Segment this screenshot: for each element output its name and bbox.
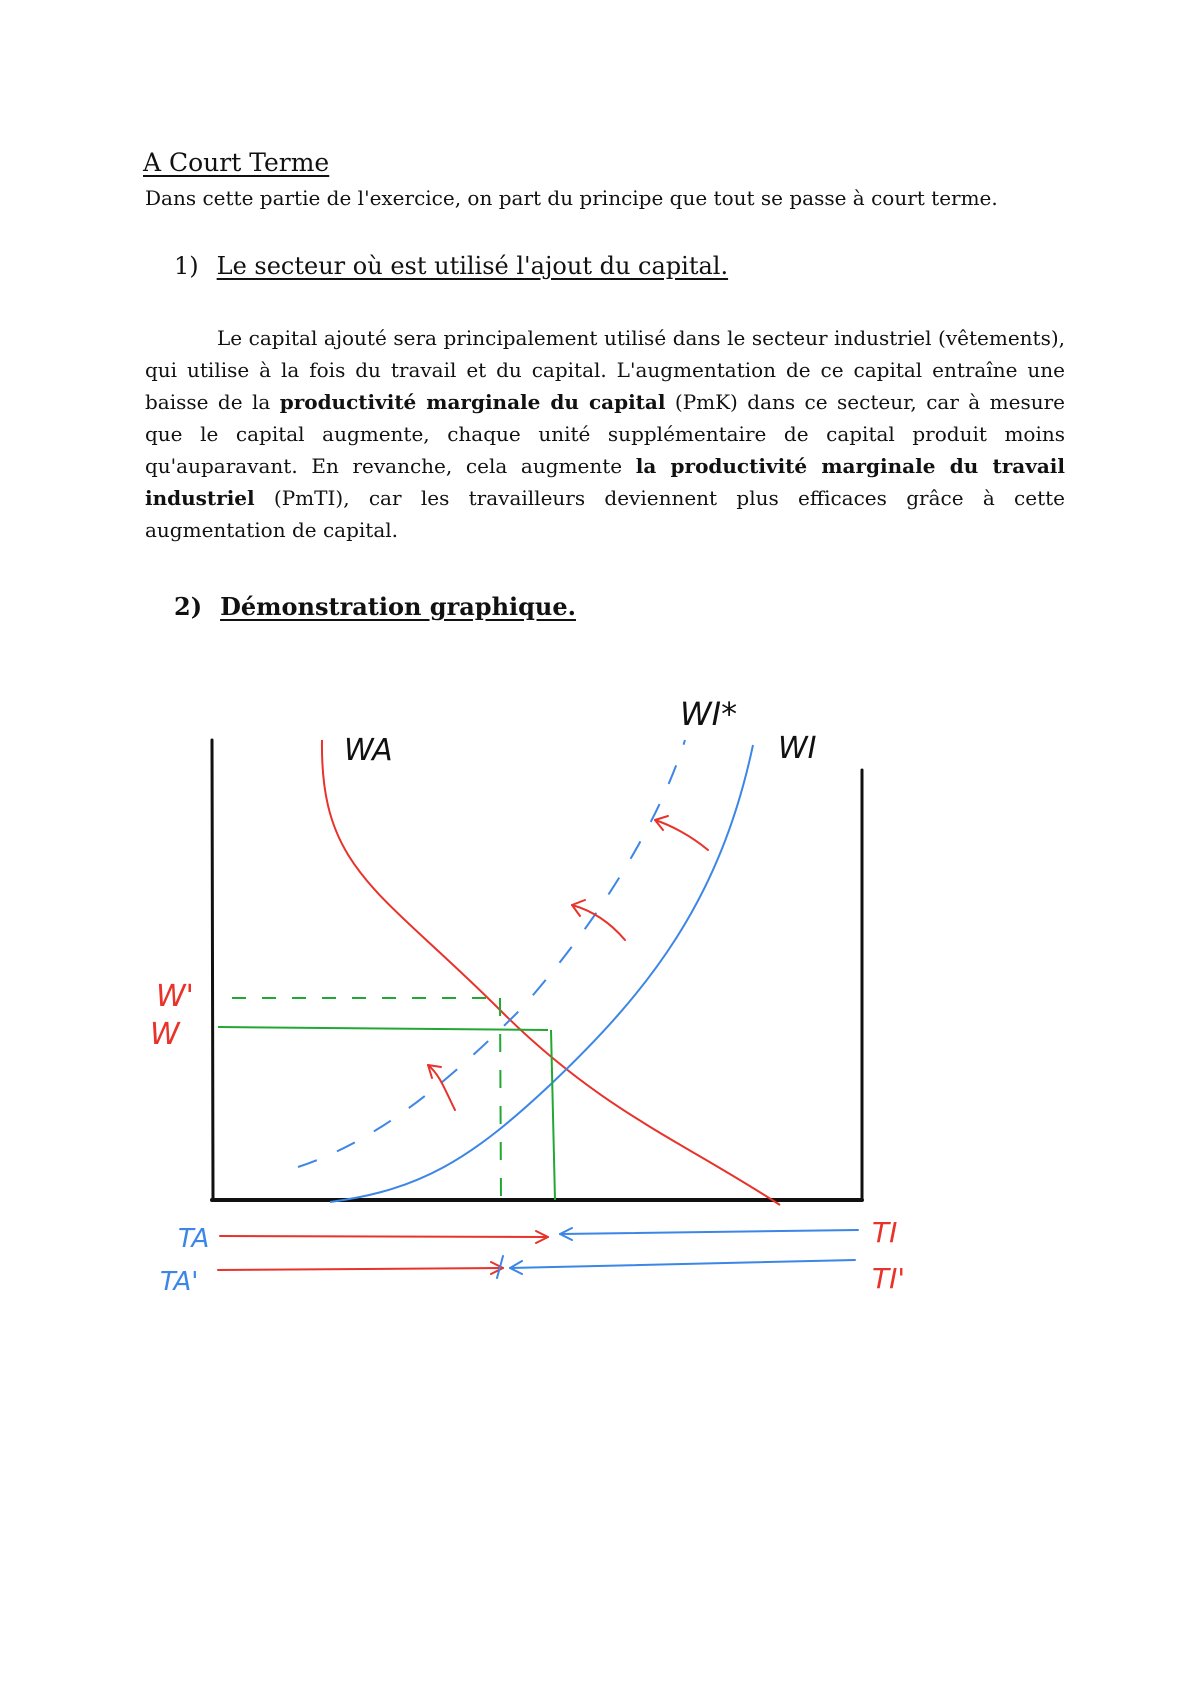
label-ta-prime: TA' xyxy=(160,1267,199,1297)
shift-arrow-3 xyxy=(428,1065,455,1110)
paragraph-part-1: Le capital ajouté sera principalement utilisé dans le secteur industriel (vêtements), qui utilise à la fois du travail et du capital. L'augmentation de ce capital entraîne une baisse de la xyxy=(145,326,1065,414)
label-wi-star: WI* xyxy=(680,695,738,733)
equilibrium-guides xyxy=(218,998,555,1200)
w-line xyxy=(218,1027,548,1030)
question-2-heading xyxy=(174,592,576,621)
allocation-arrows xyxy=(218,1228,858,1278)
ti-arrow xyxy=(560,1230,858,1234)
paragraph-bold-1: productivité marginale du capital xyxy=(279,390,666,414)
diagram-labels xyxy=(150,695,905,1297)
wi-star-curve xyxy=(298,740,685,1167)
left-axis xyxy=(212,740,213,1200)
wi-curve xyxy=(330,745,753,1202)
t-vertical xyxy=(551,1030,555,1200)
intro-text: Dans cette partie de l'exercice, on part du principe que tout se passe à court terme. xyxy=(145,186,998,210)
label-ti: TI xyxy=(872,1216,898,1249)
answer-paragraph xyxy=(145,322,1065,546)
label-ti-prime: TI' xyxy=(872,1262,906,1295)
paragraph-bold-2: la productivité marginale du travail industriel xyxy=(145,454,1065,510)
question-2-number: 2) xyxy=(174,592,203,621)
label-wa: WA xyxy=(344,733,393,768)
question-1-heading xyxy=(174,252,728,280)
ta-arrow xyxy=(220,1236,548,1237)
label-wi: WI xyxy=(778,731,817,766)
label-w-prime: W' xyxy=(156,979,194,1014)
question-1-title: Le secteur où est utilisé l'ajout du capital. xyxy=(216,252,729,280)
t-prime-vertical xyxy=(500,998,501,1200)
label-w: W xyxy=(150,1017,180,1052)
question-1-number: 1) xyxy=(174,252,199,280)
section-title: A Court Terme xyxy=(143,148,330,177)
wa-curve xyxy=(322,740,780,1205)
diagram-frame xyxy=(212,740,862,1200)
labour-market-diagram xyxy=(0,640,1200,1460)
paragraph-part-3: (PmTI), car les travailleurs deviennent plus efficaces grâce à cette augmentation de capital. xyxy=(145,486,1065,542)
ti-prime-arrow xyxy=(510,1260,855,1268)
shift-arrow-1 xyxy=(655,820,708,850)
question-2-title: Démonstration graphique. xyxy=(220,592,576,621)
paragraph-part-2: (PmK) dans ce secteur, car à mesure que le capital augmente, chaque unité supplémentaire de capital produit moins qu'auparavant. En revanche, cela augmente xyxy=(145,390,1065,478)
shift-arrows xyxy=(428,816,708,1110)
ta-prime-arrow xyxy=(218,1268,503,1270)
shift-arrow-2 xyxy=(572,905,625,940)
label-ta: TA xyxy=(178,1224,210,1254)
